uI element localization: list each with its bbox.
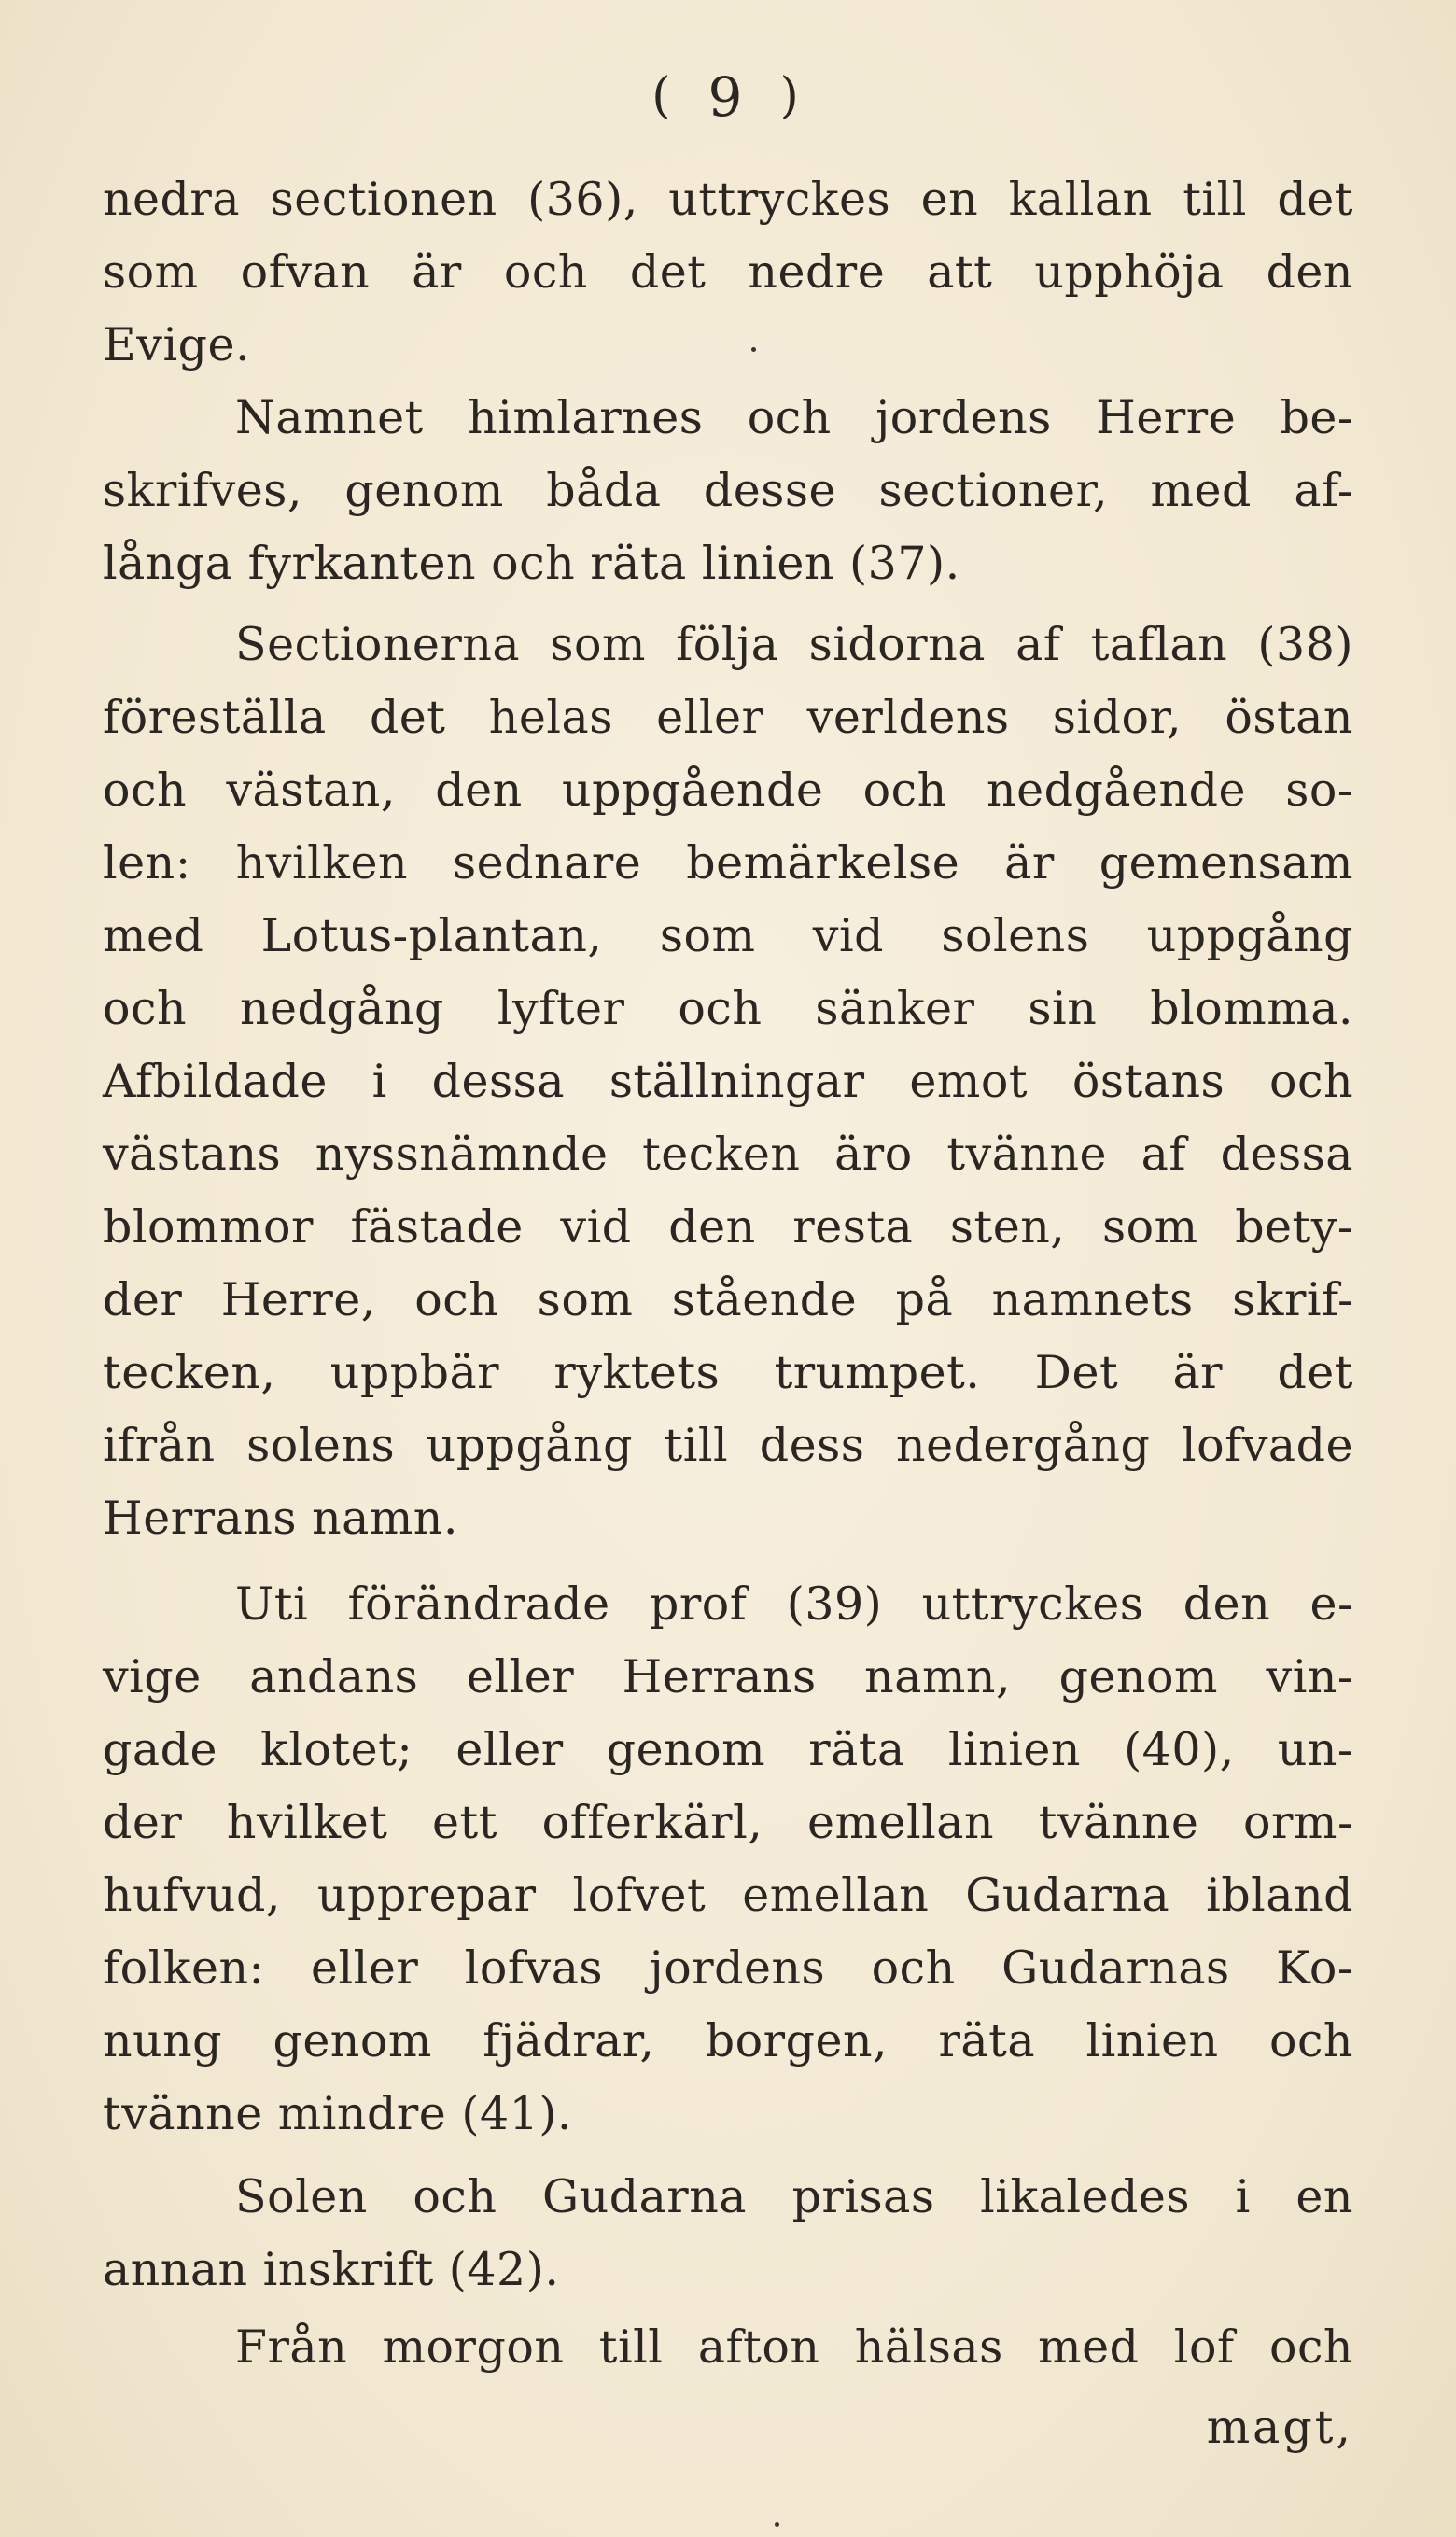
text-line: som ofvan är och det nedre att upphöja den — [103, 245, 1353, 299]
catchword: magt, — [1206, 2401, 1353, 2454]
text-line: ifrån solens uppgång till dess nedergång lofvade — [103, 1419, 1353, 1472]
text-line: hufvud, upprepar lofvet emellan Gudarna ibland — [103, 1869, 1353, 1922]
text-line: föreställa det helas eller verldens sidor, östan — [103, 691, 1353, 744]
text-line: nedra sectionen (36), uttryckes en kallan till det — [103, 173, 1353, 226]
text-line: len: hvilken sednare bemärkelse är gemensam — [103, 836, 1353, 890]
text-line: tvänne mindre (41). — [103, 2087, 572, 2140]
text-line: västans nyssnämnde tecken äro tvänne af dessa — [103, 1128, 1353, 1181]
ink-speck — [751, 347, 756, 352]
text-line: der Herre, och som stående på namnets skrif- — [103, 1273, 1353, 1326]
text-line: Herrans namn. — [103, 1492, 458, 1545]
paragraph-start-line: Uti förändrade prof (39) uttryckes den e- — [235, 1577, 1353, 1631]
text-line: Afbildade i dessa ställningar emot östans och — [103, 1055, 1353, 1108]
text-line: folken: eller lofvas jordens och Gudarnas Ko- — [103, 1941, 1353, 1995]
text-line: gade klotet; eller genom räta linien (40), un- — [103, 1723, 1353, 1776]
folio-close-paren: ) — [779, 68, 805, 124]
text-line: blommor fästade vid den resta sten, som bety- — [103, 1200, 1353, 1254]
text-line: med Lotus-plantan, som vid solens uppgång — [103, 909, 1353, 962]
paragraph-start-line: Sectionerna som följa sidorna af taflan (38) — [235, 618, 1353, 671]
text-line: långa fyrkanten och räta linien (37). — [103, 537, 960, 590]
paragraph-start-line: Namnet himlarnes och jordens Herre be- — [235, 391, 1353, 444]
text-line: tecken, uppbär ryktets trumpet. Det är det — [103, 1346, 1353, 1399]
text-line: der hvilket ett offerkärl, emellan tvänne orm- — [103, 1796, 1353, 1849]
text-line: vige andans eller Herrans namn, genom vin- — [103, 1650, 1353, 1703]
text-line: nung genom fjädrar, borgen, räta linien och — [103, 2014, 1353, 2067]
ink-speck — [775, 2522, 779, 2527]
folio-open-paren: ( — [651, 68, 677, 124]
text-line: annan inskrift (42). — [103, 2243, 560, 2296]
text-line: och västan, den uppgående och nedgående so- — [103, 764, 1353, 817]
text-line: och nedgång lyfter och sänker sin blomma. — [103, 982, 1353, 1035]
paragraph-start-line: Från morgon till afton hälsas med lof och — [235, 2320, 1353, 2374]
page-number-value: 9 — [707, 65, 749, 129]
page-number — [0, 65, 1456, 129]
paragraph-start-line: Solen och Gudarna prisas likaledes i en — [235, 2170, 1353, 2223]
text-line: skrifves, genom båda desse sectioner, med af- — [103, 464, 1353, 517]
text-line: Evige. — [103, 318, 251, 371]
